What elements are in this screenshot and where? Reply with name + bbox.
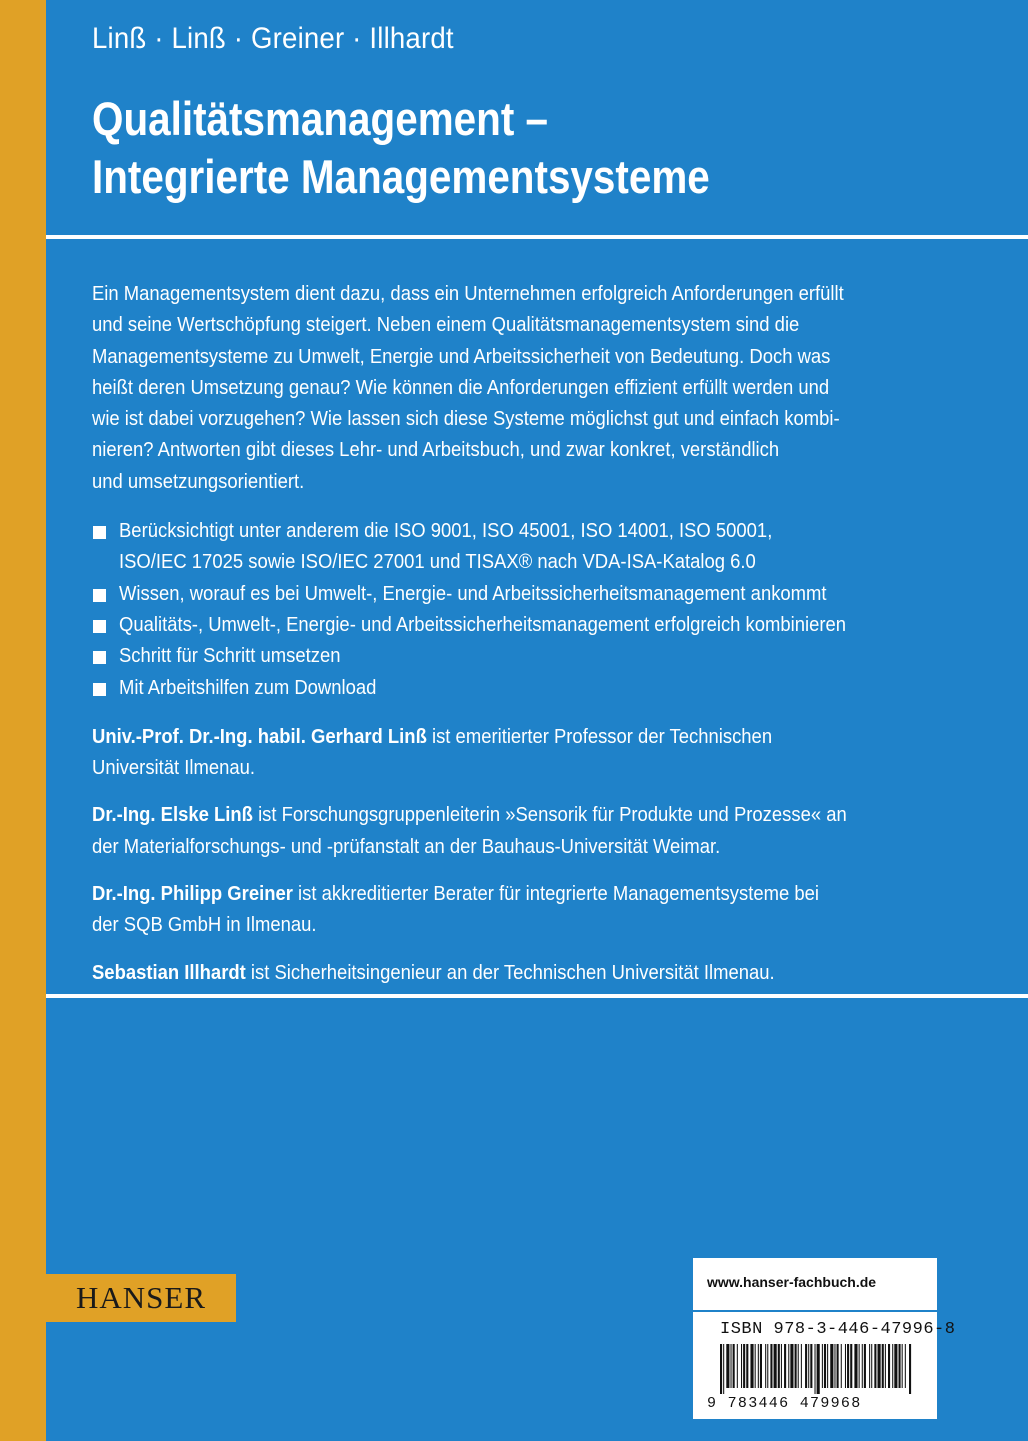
author-bio bbox=[92, 799, 992, 862]
bio-line: der Materialforschungs- und -prüfanstalt an der Bauhaus-Universität Weimar. bbox=[92, 834, 721, 858]
barcode-bar bbox=[790, 1344, 793, 1388]
barcode-bar bbox=[726, 1344, 729, 1388]
square-bullet-icon bbox=[93, 620, 106, 633]
barcode-bar bbox=[869, 1344, 870, 1388]
barcode-bar bbox=[743, 1344, 745, 1388]
barcode-bar bbox=[837, 1344, 839, 1388]
author-bio bbox=[92, 721, 992, 784]
bio-text: ist Sicherheitsingenieur an der Technischen Universität Ilmenau. bbox=[245, 960, 775, 984]
bio-author-name: Sebastian Illhardt bbox=[92, 960, 246, 984]
feature-item bbox=[92, 609, 992, 640]
bio-author-name: Dr.-Ing. Elske Linß bbox=[92, 803, 253, 827]
barcode-bar bbox=[822, 1344, 823, 1388]
barcode-bar bbox=[774, 1344, 777, 1388]
barcode-digits: 9 783446 479968 bbox=[707, 1395, 862, 1412]
feature-list bbox=[92, 515, 992, 703]
barcode-bar bbox=[815, 1344, 816, 1394]
barcode-bar bbox=[788, 1344, 789, 1388]
barcode-bar bbox=[902, 1344, 903, 1388]
barcode-bar bbox=[845, 1344, 846, 1388]
feature-text: Mit Arbeitshilfen zum Download bbox=[119, 675, 377, 699]
barcode-bar bbox=[810, 1344, 812, 1388]
square-bullet-icon bbox=[93, 589, 106, 602]
barcode-bar bbox=[871, 1344, 872, 1388]
barcode-bar bbox=[824, 1344, 826, 1388]
barcode-bar bbox=[894, 1344, 897, 1388]
square-bullet-icon bbox=[93, 683, 106, 696]
barcode-bar bbox=[862, 1344, 863, 1388]
barcode-bar bbox=[781, 1344, 782, 1388]
bio-author-name: Dr.-Ing. Philipp Greiner bbox=[92, 882, 293, 906]
barcode-bar bbox=[850, 1344, 852, 1388]
barcode-bar bbox=[746, 1344, 748, 1388]
feature-item bbox=[92, 515, 992, 578]
author-bio bbox=[92, 957, 992, 988]
barcode-bar bbox=[854, 1344, 857, 1388]
barcode-bar bbox=[733, 1344, 735, 1388]
barcode-bar bbox=[737, 1344, 738, 1388]
feature-item bbox=[92, 578, 992, 609]
barcode-bar bbox=[878, 1344, 881, 1388]
barcode-bar bbox=[888, 1344, 890, 1388]
barcode-bar bbox=[770, 1344, 772, 1388]
barcode-bar bbox=[892, 1344, 893, 1388]
barcode-graphic bbox=[720, 1344, 912, 1394]
intro-line: und umsetzungsorientiert. bbox=[92, 469, 305, 493]
bio-author-name: Univ.-Prof. Dr.-Ing. habil. Gerhard Linß bbox=[92, 724, 427, 748]
spine-stripe bbox=[0, 0, 46, 1441]
barcode-bar bbox=[830, 1344, 833, 1388]
isbn-number: ISBN 978-3-446-47996-8 bbox=[720, 1320, 956, 1339]
bio-line bbox=[92, 721, 902, 752]
publisher-website: www.hanser-fachbuch.de bbox=[707, 1274, 877, 1290]
feature-item bbox=[92, 672, 992, 703]
bio-line: Universität Ilmenau. bbox=[92, 756, 256, 780]
barcode-bar bbox=[758, 1344, 759, 1388]
feature-item bbox=[92, 640, 992, 671]
barcode-bar bbox=[874, 1344, 876, 1388]
intro-line: Managementsysteme zu Umwelt, Energie und Arbeitssicherheit von Bedeutung. Doch was bbox=[92, 344, 831, 368]
barcode-bar bbox=[731, 1344, 732, 1388]
barcode-bar bbox=[778, 1344, 780, 1388]
bottom-divider bbox=[46, 994, 1028, 998]
top-divider bbox=[46, 235, 1028, 239]
barcode-bar bbox=[765, 1344, 766, 1388]
barcode-bar bbox=[864, 1344, 866, 1388]
bio-text: ist Forschungsgruppenleiterin »Sensorik für Produkte und Prozesse« an bbox=[252, 803, 847, 827]
intro-line: Ein Managementsystem dient dazu, dass ein Unternehmen erfolgreich Anforderungen erfüllt bbox=[92, 282, 844, 305]
barcode-bar bbox=[723, 1344, 724, 1394]
bio-line bbox=[92, 878, 902, 909]
book-title-line-1: Qualitätsmanagement – bbox=[92, 92, 548, 145]
barcode-bar bbox=[899, 1344, 901, 1388]
publisher-logo: HANSER bbox=[46, 1274, 236, 1322]
author-names: Linß · Linß · Greiner · Illhardt bbox=[92, 22, 454, 55]
barcode-bar bbox=[905, 1344, 906, 1388]
square-bullet-icon bbox=[93, 651, 106, 664]
author-bio bbox=[92, 878, 992, 941]
barcode-bar bbox=[805, 1344, 807, 1388]
book-title bbox=[92, 90, 710, 206]
book-title-line-2: Integrierte Managementsysteme bbox=[92, 150, 710, 203]
feature-text: Wissen, worauf es bei Umwelt-, Energie- und Arbeitssicherheitsmanagement ankommt bbox=[119, 581, 827, 605]
barcode-bar bbox=[750, 1344, 753, 1388]
barcode-bar bbox=[817, 1344, 820, 1394]
feature-text: Schritt für Schritt umsetzen bbox=[119, 644, 341, 668]
intro-line: wie ist dabei vorzugehen? Wie lassen sich diese Systeme möglichst gut und einfach kombi- bbox=[92, 407, 840, 431]
barcode-bar bbox=[859, 1344, 860, 1388]
barcode-bar bbox=[741, 1344, 742, 1388]
barcode-bar bbox=[760, 1344, 762, 1388]
intro-paragraph bbox=[92, 278, 992, 497]
barcode-bar bbox=[885, 1344, 886, 1388]
barcode-bar bbox=[720, 1344, 722, 1394]
barcode-bar bbox=[755, 1344, 756, 1388]
intro-line: und seine Wertschöpfung steigert. Neben einem Qualitätsmanagementsystem sind die bbox=[92, 313, 800, 337]
barcode-bar bbox=[801, 1344, 802, 1388]
barcode-bar bbox=[882, 1344, 884, 1388]
intro-line: nieren? Antworten gibt dieses Lehr- und Arbeitsbuch, und zwar konkret, verständlich bbox=[92, 438, 780, 462]
feature-text: Qualitäts-, Umwelt-, Energie- und Arbeitssicherheitsmanagement erfolgreich kombinieren bbox=[119, 612, 847, 636]
barcode-bar bbox=[827, 1344, 828, 1388]
square-bullet-icon bbox=[93, 526, 106, 539]
intro-line: heißt deren Umsetzung genau? Wie können die Anforderungen effizient erfüllt werden und bbox=[92, 375, 830, 399]
feature-text: Berücksichtigt unter anderem die ISO 9001, ISO 45001, ISO 14001, ISO 50001, bbox=[119, 519, 773, 543]
barcode-bar bbox=[847, 1344, 849, 1388]
barcode-bar bbox=[808, 1344, 809, 1388]
website-divider bbox=[693, 1310, 937, 1312]
barcode-bar bbox=[784, 1344, 786, 1388]
isbn-barcode-panel bbox=[693, 1258, 956, 1419]
barcode-bar bbox=[909, 1344, 911, 1394]
barcode-bar bbox=[767, 1344, 768, 1388]
barcode-bar bbox=[798, 1344, 799, 1388]
bio-text: ist akkreditierter Berater für integrierte Managementsysteme bei bbox=[292, 882, 819, 906]
bio-line bbox=[92, 957, 902, 988]
barcode-bar bbox=[795, 1344, 797, 1388]
feature-text: ISO/IEC 17025 sowie ISO/IEC 27001 und TISAX® nach VDA-ISA-Katalog 6.0 bbox=[119, 550, 756, 574]
bio-line bbox=[92, 799, 902, 830]
barcode-bar bbox=[834, 1344, 835, 1388]
barcode-bar bbox=[841, 1344, 842, 1388]
bio-line: der SQB GmbH in Ilmenau. bbox=[92, 913, 317, 937]
bio-text: ist emeritierter Professor der Technischen bbox=[426, 724, 773, 748]
blurb-content bbox=[92, 278, 992, 1004]
